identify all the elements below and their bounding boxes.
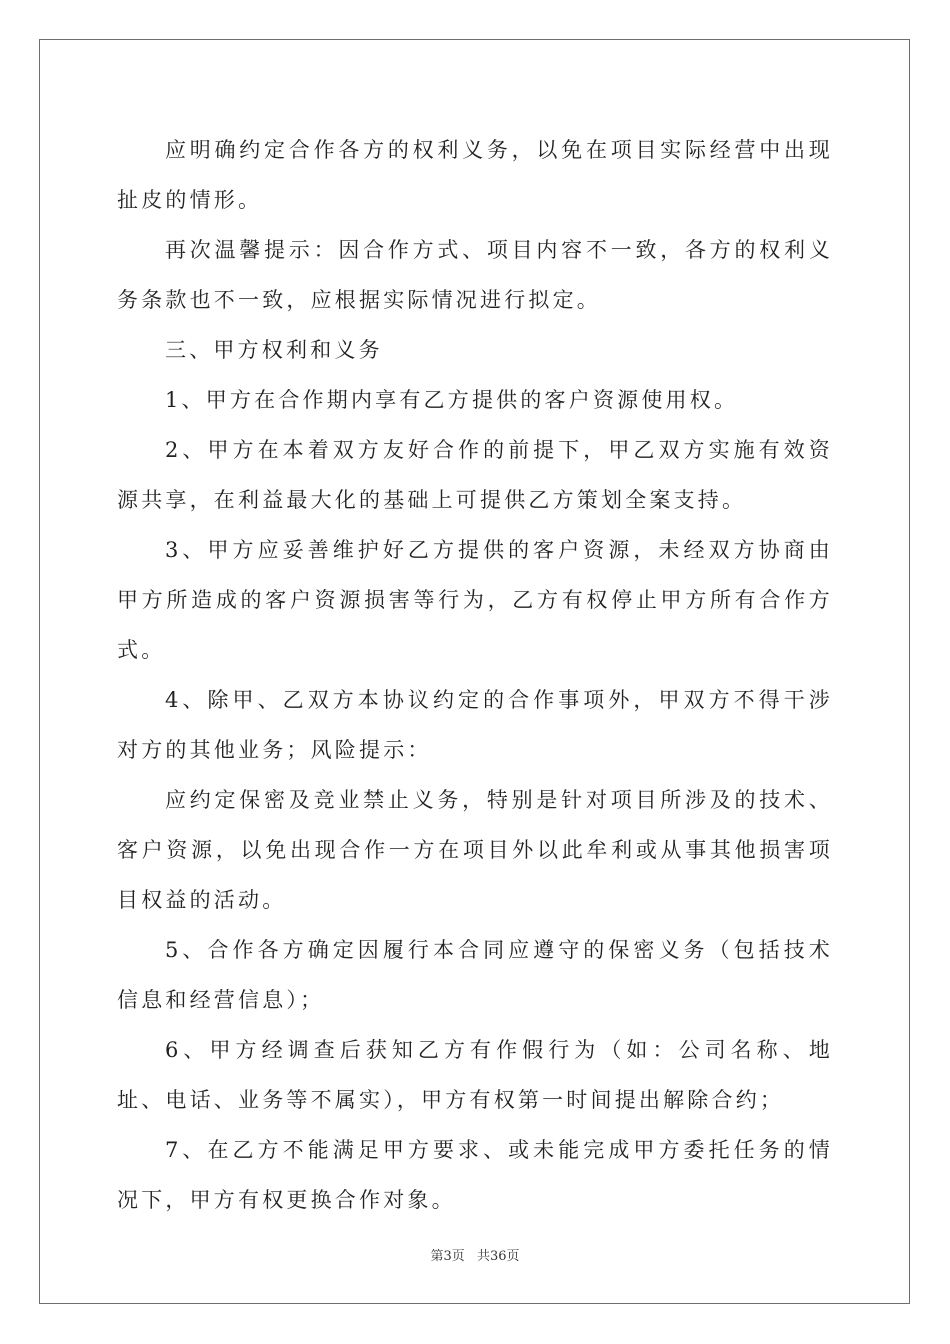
clause-5: 5、合作各方确定因履行本合同应遵守的保密义务（包括技术信息和经营信息）； (117, 938, 833, 1012)
clause-1: 1、甲方在合作期内享有乙方提供的客户资源使用权。 (165, 388, 739, 412)
page-number: 第3页 (430, 1249, 465, 1264)
section-heading: 三、甲方权利和义务 (165, 338, 383, 362)
clause-6: 6、甲方经调查后获知乙方有作假行为（如：公司名称、地址、电话、业务等不属实），甲方有权第一时间提出解除合约； (117, 1038, 833, 1112)
document-body (117, 125, 833, 1225)
page-footer (0, 1245, 950, 1264)
page-total: 共36页 (476, 1249, 520, 1264)
clause-7: 7、在乙方不能满足甲方要求、或未能完成甲方委托任务的情况下，甲方有权更换合作对象。 (117, 1138, 833, 1212)
risk-note: 应约定保密及竞业禁止义务，特别是针对项目所涉及的技术、客户资源，以免出现合作一方在项目外以此牟利或从事其他损害项目权益的活动。 (117, 788, 833, 912)
paragraph-tip: 再次温馨提示：因合作方式、项目内容不一致，各方的权利义务条款也不一致，应根据实际情况进行拟定。 (117, 238, 833, 312)
clause-2: 2、甲方在本着双方友好合作的前提下，甲乙双方实施有效资源共享，在利益最大化的基础上可提供乙方策划全案支持。 (117, 438, 833, 512)
clause-4: 4、除甲、乙双方本协议约定的合作事项外，甲双方不得干涉对方的其他业务；风险提示： (117, 688, 833, 762)
clause-3: 3、甲方应妥善维护好乙方提供的客户资源，未经双方协商由甲方所造成的客户资源损害等行为，乙方有权停止甲方所有合作方式。 (117, 538, 833, 662)
paragraph-intro: 应明确约定合作各方的权利义务，以免在项目实际经营中出现扯皮的情形。 (117, 138, 833, 212)
